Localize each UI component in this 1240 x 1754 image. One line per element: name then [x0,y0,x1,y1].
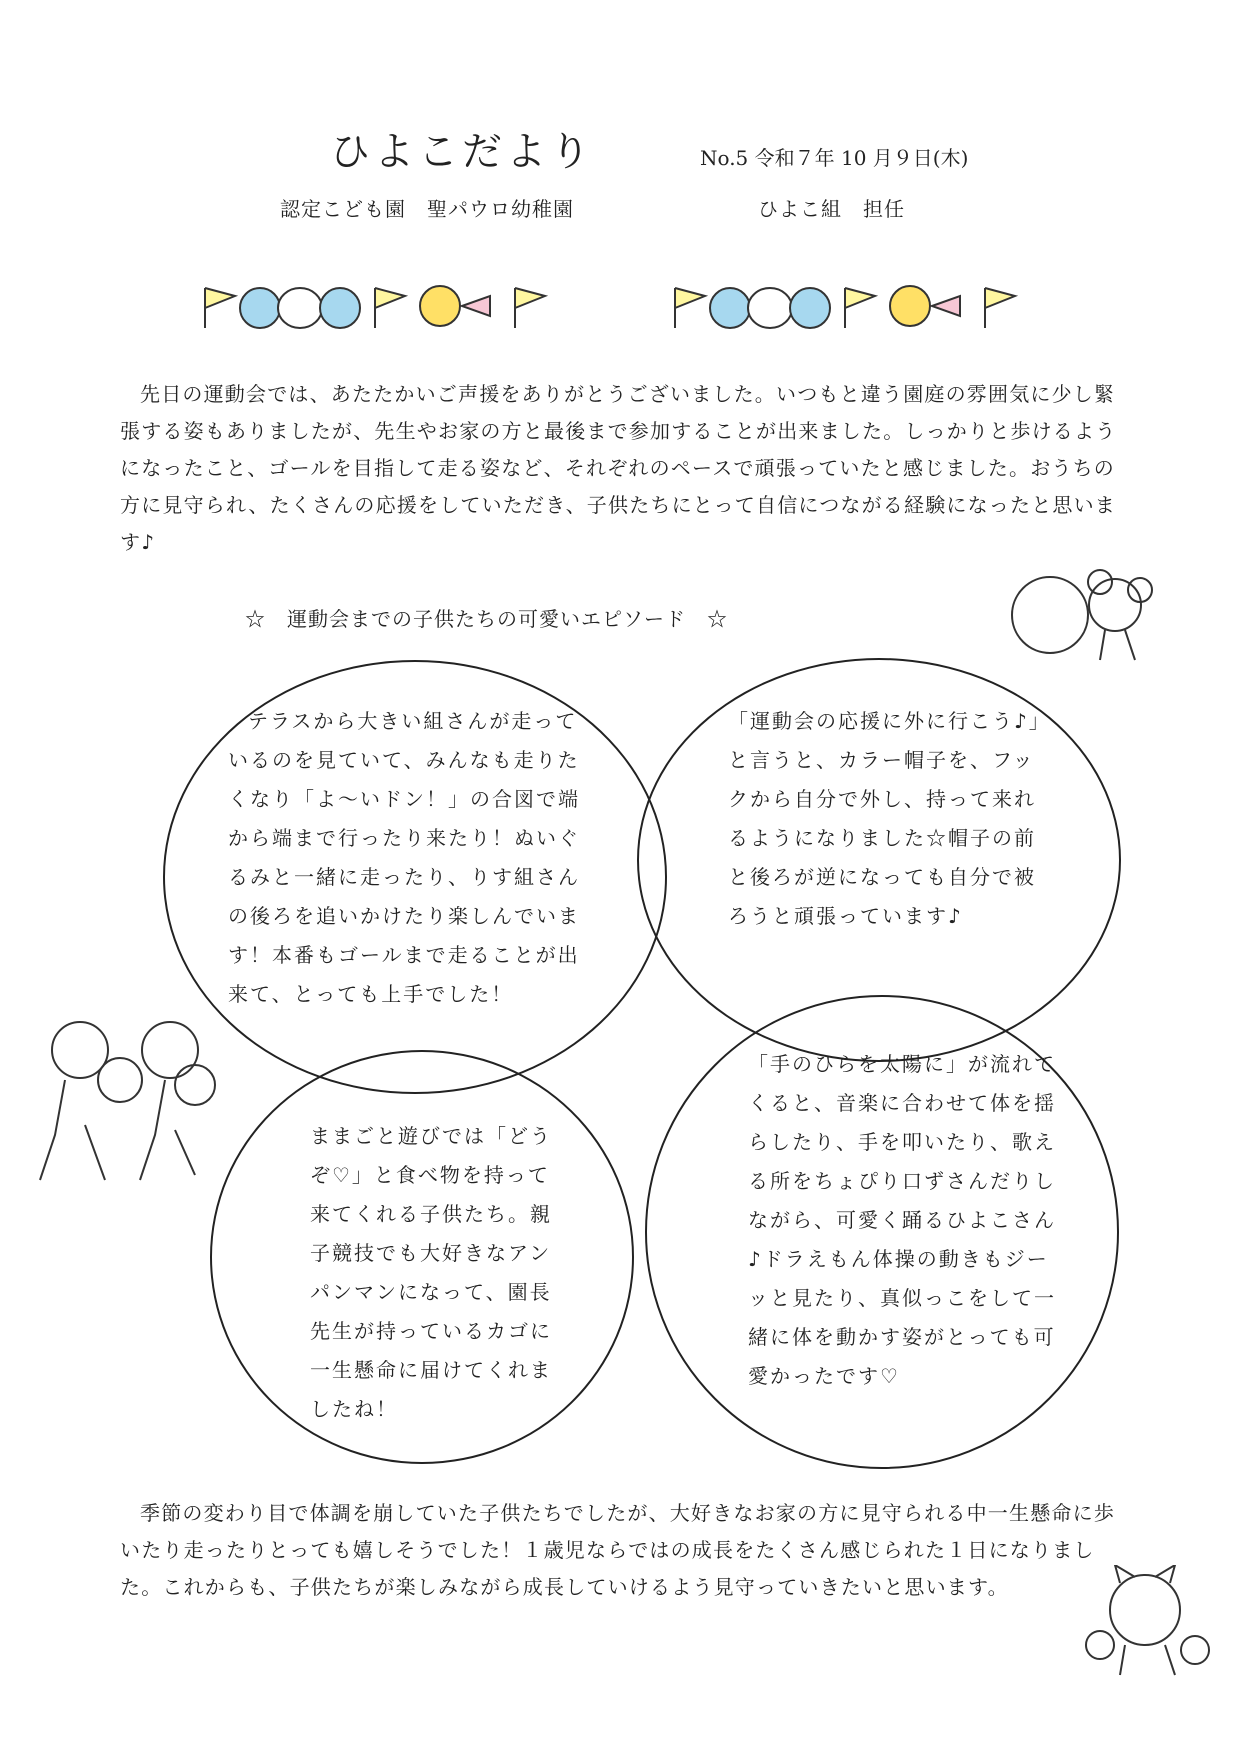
episode-text-4: 「手のひらを太陽に」が流れてくると、音楽に合わせて体を揺らしたり、手を叩いたり、歌える所をちょぴり口ずさんだりしながら、可愛く踊るひよこさん♪ドラえもん体操の動きもジーッと見たり、真似っこをして一緒に体を動かす姿がとっても可愛かったです♡ [748,1052,1056,1388]
episode-text-2: 「運動会の応援に外に行こう♪」と言うと、カラー帽子を、フックから自分で外し、持って来れるようになりました☆帽子の前と後ろが逆になっても自分で被ろうと頑張っています♪ [728,709,1041,928]
episode-text-3: ままごと遊びでは「どうぞ♡」と食べ物を持って来てくれる子供たち。親子競技でも大好きなアンパンマンになって、園長先生が持っているカゴに一生懸命に届けてくれましたね！ [310,1124,552,1421]
family-running-icon [25,1005,225,1195]
flag-cheer-border-left-icon [200,268,550,338]
episode-text-1: テラスから大きい組さんが走っているのを見ていて、みんなも走りたくなり「よ～いドン！」の合図で端から端まで行ったり来たり！ぬいぐるみと一緒に走ったり、りす組さんの後ろを追いかけたり楽しんでいます！本番もゴールまで走ることが出来て、とっても上手でした！ [228,709,580,1006]
mouse-ball-icon [1005,560,1165,670]
closing-paragraph: 季節の変わり目で体調を崩していた子供たちでしたが、大好きなお家の方に見守られる中一生懸命に歩いたり走ったりとっても嬉しそうでした！１歳児ならではの成長をたくさん感じられた１日になりました。これからも、子供たちが楽しみながら成長していけるよう見守っていきたいと思います。 [120,1501,1115,1599]
intro-paragraph: 先日の運動会では、あたたかいご声援をありがとうございました。いつもと違う園庭の雰囲気に少し緊張する姿もありましたが、先生やお家の方と最後まで参加することが出来ました。しっかりと歩けるようになったこと、ゴールを目指して走る姿など、それぞれのペースで頑張っていたと感じました。おうちの方に見守られ、たくさんの応援をしていただき、子供たちにとって自信につながる経験になったと思います♪ [120,382,1117,554]
episodes-heading: ☆ 運動会までの子供たちの可愛いエピソード ☆ [245,607,728,631]
newsletter-title: ひよこだより [330,129,594,175]
class-teacher: ひよこ組 担任 [758,197,905,221]
flag-cheer-border-right-icon [670,268,1020,338]
cat-cheer-icon [1080,1565,1220,1685]
school-name: 認定こども園 聖パウロ幼稚園 [280,197,574,221]
issue-date: No.5 令和７年 10 月９日(木) [700,146,969,170]
